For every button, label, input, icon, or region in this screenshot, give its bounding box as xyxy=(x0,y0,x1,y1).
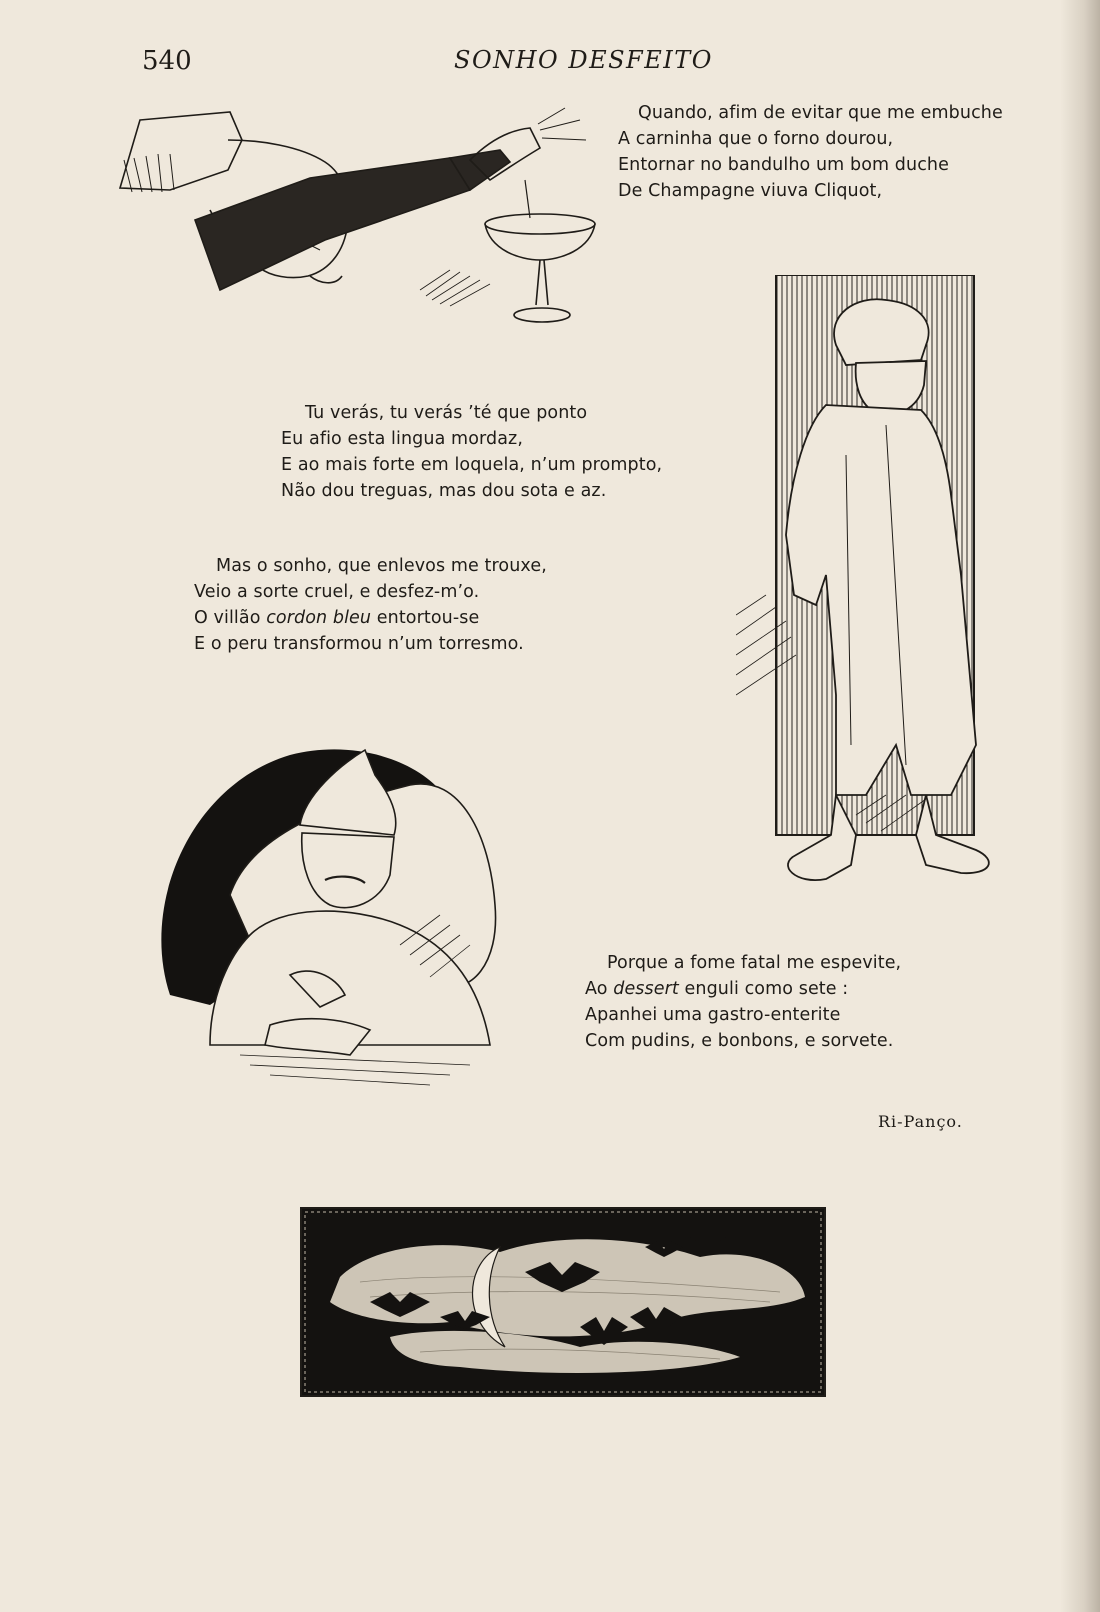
stanza-3-line-3-italic: cordon bleu xyxy=(266,608,372,628)
stanza-2-line-2: Eu afio esta lingua mordaz, xyxy=(281,429,523,449)
stanza-2-line-1: Tu verás, tu verás ’té que ponto xyxy=(305,403,588,423)
stanza-3-line-3-rest: entortou-se xyxy=(376,608,480,628)
running-title: SONHO DESFEITO xyxy=(454,46,713,74)
author-signature: Ri-Panço. xyxy=(878,1112,963,1131)
stanza-4-line-4: Com pudins, e bonbons, e sorvete. xyxy=(585,1031,894,1051)
stanza-4-line-2-prefix: Ao xyxy=(585,979,614,999)
stanza-1-line-1: Quando, afim de evitar que me embuche xyxy=(638,103,1003,123)
stanza-3-line-3-prefix: O villão xyxy=(194,608,267,628)
stanza-2 xyxy=(281,400,662,504)
moon-and-bats-vignette xyxy=(300,1207,826,1397)
page-edge-shadow xyxy=(1060,0,1100,1612)
stanza-2-line-3: E ao mais forte em loquela, n’um prompto, xyxy=(281,455,663,475)
stanza-3-line-2: Veio a sorte cruel, e desfez-m’o. xyxy=(194,582,480,602)
stanza-1-line-4: De Champagne viuva Cliquot, xyxy=(618,181,883,201)
stanza-4-line-2 xyxy=(585,976,901,1002)
stanza-3 xyxy=(194,553,547,657)
page-number: 540 xyxy=(142,46,192,76)
stanza-1-line-3: Entornar no bandulho um bom duche xyxy=(618,155,949,175)
stanza-4-line-1: Porque a fome fatal me espevite, xyxy=(607,953,902,973)
stanza-4-line-3: Apanhei uma gastro-enterite xyxy=(585,1005,841,1025)
stanza-3-line-3 xyxy=(194,605,547,631)
stanza-1-line-2: A carninha que o forno dourou, xyxy=(618,129,894,149)
hand-pouring-champagne-illustration xyxy=(110,100,610,330)
stanza-4-line-2-rest: enguli como sete : xyxy=(678,979,849,999)
man-in-bed-illustration xyxy=(150,745,510,1095)
stanza-2-line-4: Não dou treguas, mas dou sota e az. xyxy=(281,481,607,501)
stanza-4 xyxy=(585,950,901,1054)
chef-standing-illustration xyxy=(736,275,1026,900)
stanza-3-line-4: E o peru transformou n’um torresmo. xyxy=(194,634,524,654)
stanza-1 xyxy=(618,100,1003,204)
stanza-3-line-1: Mas o sonho, que enlevos me trouxe, xyxy=(216,556,547,576)
stanza-4-line-2-italic: dessert xyxy=(613,979,679,999)
